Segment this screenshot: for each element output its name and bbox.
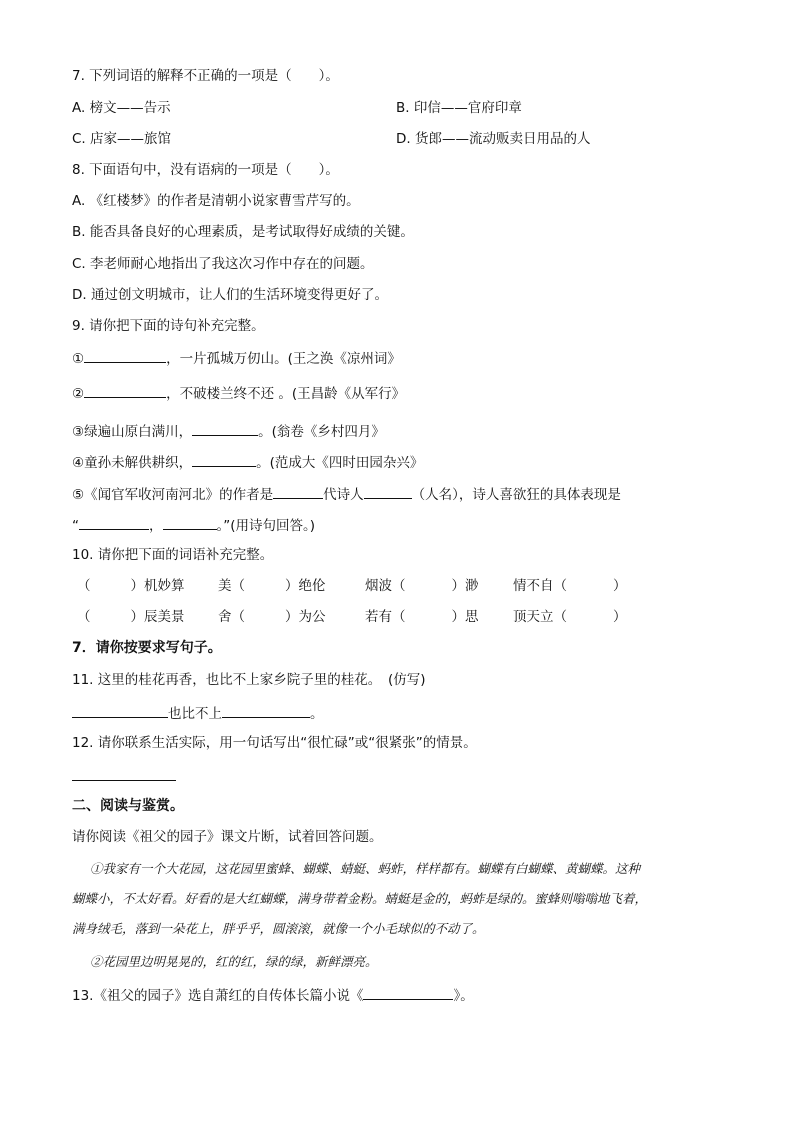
q8-option-c: C. 李老师耐心地指出了我这次习作中存在的问题。 [72, 256, 374, 272]
q10-word-2: 美（ ）绝伦 [218, 578, 326, 594]
passage-paragraph-1-line-1: ①我家有一个大花园，这花园里蜜蜂、蝴蝶、蜻蜓、蚂蚱，样样都有。蝴蝶有白蝴蝶、黄蝴蝶。这种 [90, 861, 641, 876]
q7-stem: 7. 下列词语的解释不正确的一项是（ ）。 [72, 68, 339, 84]
q7-option-b: B. 印信——官府印章 [396, 100, 522, 116]
q8-option-a: A. 《红楼梦》的作者是清朝小说家曹雪芹写的。 [72, 193, 360, 209]
q9-item-5-answer [72, 515, 315, 535]
q7-option-a: A. 榜文——告示 [72, 100, 171, 116]
q9-item-2-prefix: ② [72, 386, 85, 402]
q8-option-b: B. 能否具备良好的心理素质，是考试取得好成绩的关键。 [72, 224, 414, 240]
q9-item-5-text: ⑤《闻官军收河南河北》的作者是 [72, 487, 274, 503]
q11-blank-1[interactable] [72, 703, 168, 718]
q9-item-3-text: ③绿遍山原白满川， [72, 424, 193, 440]
q8-option-d: D. 通过创文明城市，让人们的生活环境变得更好了。 [72, 287, 388, 303]
q9-item-2 [72, 383, 405, 403]
q9-item-1-blank[interactable] [84, 348, 166, 363]
q9-item-5-open-quote: “ [72, 518, 79, 534]
q9-item-5-comma: ， [149, 518, 163, 534]
q11-blank-2[interactable] [222, 703, 310, 718]
q11-stem: 11. 这里的桂花再香，也比不上家乡院子里的桂花。 (仿写) [72, 672, 426, 688]
section-heading-write-sentences: 7．请你按要求写句子。 [72, 640, 222, 656]
q9-item-3 [72, 421, 385, 441]
q9-item-1-prefix: ① [72, 351, 85, 367]
q9-item-5-era-blank[interactable] [273, 484, 323, 499]
q9-item-5-mid: 代诗人 [323, 487, 364, 503]
q9-item-4-source: 。(范成大《四时田园杂兴》 [256, 455, 424, 471]
q10-word-3: 烟波（ ）渺 [365, 578, 479, 594]
q11-answer-line [72, 703, 324, 723]
q9-item-1-text: ，一片孤城万仞山。(王之涣《凉州词》 [166, 351, 401, 367]
section-heading-reading: 二、阅读与鉴赏。 [72, 798, 184, 814]
q10-word-5: （ ）辰美景 [77, 609, 185, 625]
q9-item-4-blank[interactable] [192, 452, 256, 467]
q10-word-1: （ ）机妙算 [77, 578, 185, 594]
q9-item-4-text: ④童孙未解供耕织， [72, 455, 193, 471]
q9-stem: 9. 请你把下面的诗句补充完整。 [72, 318, 265, 334]
q13-end: 》。 [453, 988, 474, 1004]
passage-paragraph-1-line-2: 蝴蝶小，不太好看。好看的是大红蝴蝶，满身带着金粉。蜻蜓是金的，蚂蚱是绿的。蜜蜂则嗡嗡地飞着， [72, 891, 648, 906]
q10-word-4: 情不自（ ） [513, 578, 627, 594]
q10-word-6: 舍（ ）为公 [218, 609, 326, 625]
q9-item-2-text: ，不破楼兰终不还 。(王昌龄《从军行》 [166, 386, 406, 402]
q8-stem: 8. 下面语句中，没有语病的一项是（ ）。 [72, 162, 339, 178]
q9-item-5-tail: （人名），诗人喜欲狂的具体表现是 [411, 487, 621, 503]
q11-mid: 也比不上 [168, 706, 222, 722]
q13-text: 13.《祖父的园子》选自萧红的自传体长篇小说《 [72, 988, 364, 1004]
q9-item-2-blank[interactable] [84, 383, 166, 398]
q9-item-4 [72, 452, 423, 472]
q13-line [72, 985, 474, 1005]
q9-item-5-verse-blank-2[interactable] [163, 515, 217, 530]
q9-item-5-close: 。”(用诗句回答。) [216, 518, 316, 534]
q12-stem: 12. 请你联系生活实际，用一句话写出“很忙碌”或“很紧张”的情景。 [72, 735, 477, 751]
q9-item-1 [72, 348, 401, 368]
q11-end: 。 [310, 706, 324, 722]
q10-stem: 10. 请你把下面的词语补充完整。 [72, 547, 274, 563]
q10-word-8: 顶天立（ ） [513, 609, 627, 625]
q7-option-c: C. 店家——旅馆 [72, 131, 172, 147]
passage-paragraph-2: ②花园里边明晃晃的，红的红，绿的绿，新鲜漂亮。 [90, 954, 378, 969]
q13-blank[interactable] [363, 985, 453, 1000]
q9-item-3-blank[interactable] [192, 421, 258, 436]
q9-item-5 [72, 484, 621, 504]
q7-option-d: D. 货郎——流动贩卖日用品的人 [396, 131, 591, 147]
passage-paragraph-1-line-3: 满身绒毛，落到一朵花上，胖乎乎，圆滚滚，就像一个小毛球似的不动了。 [72, 921, 485, 936]
q10-word-7: 若有（ ）思 [365, 609, 479, 625]
q12-blank[interactable] [72, 766, 176, 781]
q9-item-5-poet-blank[interactable] [364, 484, 412, 499]
q9-item-5-verse-blank-1[interactable] [79, 515, 149, 530]
q9-item-3-source: 。(翁卷《乡村四月》 [258, 424, 385, 440]
q12-answer-line [72, 766, 176, 786]
reading-intro: 请你阅读《祖父的园子》课文片断，试着回答问题。 [72, 829, 383, 845]
